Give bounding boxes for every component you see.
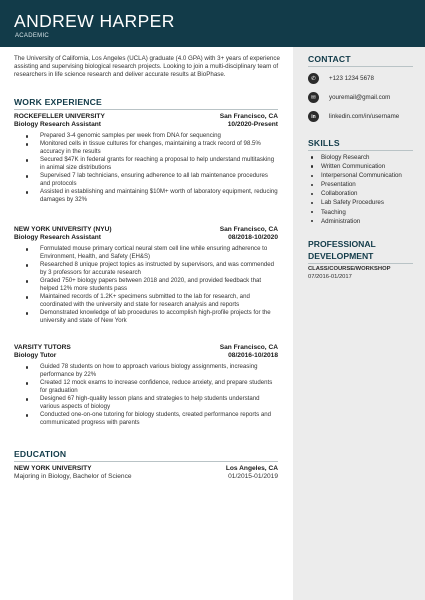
candidate-name: ANDREW HARPER <box>14 11 175 31</box>
contact-email-text: youremail@gmail.com <box>329 94 391 101</box>
education-entry <box>14 465 278 481</box>
job-entry <box>14 344 278 427</box>
job-bullet: Designed 67 high-quality lesson plans and strategies to help students understand various aspects of biology <box>14 395 278 411</box>
skill-item: Presentation <box>308 180 402 189</box>
email-icon: ✉ <box>308 92 319 103</box>
education-school: NEW YORK UNIVERSITY <box>14 465 92 472</box>
summary-text: The University of California, Los Angeles (UCLA) graduate (4.0 GPA) with 3+ years of experience assisting and supervising biological research projects. Looking to join a multi-disciplinary team of researchers in life science research and deliver accurate results at BioPhase. <box>14 55 280 78</box>
job-location: San Francisco, CA <box>219 226 278 233</box>
skill-item: Administration <box>308 217 402 226</box>
job-org: ROCKEFELLER UNIVERSITY <box>14 113 105 120</box>
candidate-role: ACADEMIC <box>15 33 50 39</box>
job-org: VARSITY TUTORS <box>14 344 71 351</box>
job-bullets <box>14 245 278 325</box>
contact-linkedin[interactable] <box>308 111 399 122</box>
job-bullet: Secured $47K in federal grants for reaching a proposal to help understand multitasking in animal size distributions <box>14 156 278 172</box>
skills-heading: SKILLS <box>308 138 340 148</box>
job-title: Biology Research Assistant <box>14 234 101 242</box>
section-divider <box>14 109 278 110</box>
contact-phone-text: +123 1234 5678 <box>329 75 374 82</box>
job-bullet: Prepared 3-4 genomic samples per week from DNA for sequencing <box>14 132 278 140</box>
contact-linkedin-text: linkedin.com/in/username <box>329 113 400 120</box>
job-title: Biology Research Assistant <box>14 121 101 129</box>
job-location: San Francisco, CA <box>219 344 278 351</box>
phone-icon: ✆ <box>308 73 319 84</box>
pd-course-title: CLASS/COURSE/WORKSHOP <box>308 266 391 272</box>
job-entry <box>14 113 278 204</box>
job-bullet: Demonstrated knowledge of lab procedures to accomplish high-profile projects for the university and state of New York <box>14 309 278 325</box>
section-divider <box>308 66 413 67</box>
skill-item: Teaching <box>308 208 402 217</box>
pd-course-dates: 07/2016-01/2017 <box>308 273 352 280</box>
job-bullet: Created 12 mock exams to increase confidence, reduce anxiety, and prepare students for graduation <box>14 379 278 395</box>
pd-heading-line: PROFESSIONAL <box>308 239 376 249</box>
main-column <box>0 47 293 600</box>
job-bullet: Graded 750+ biology papers between 2018 and 2020, and provided feedback that helped 12% more students pass <box>14 277 278 293</box>
skills-list <box>308 153 402 226</box>
contact-email[interactable] <box>308 92 390 103</box>
job-dates: 08/2016-10/2018 <box>228 352 278 360</box>
job-location: San Francisco, CA <box>219 113 278 120</box>
education-degree: Majoring in Biology, Bachelor of Science <box>14 473 132 481</box>
work-experience-heading: WORK EXPERIENCE <box>14 97 102 107</box>
section-divider <box>308 150 413 151</box>
section-divider <box>14 461 278 462</box>
contact-phone[interactable] <box>308 73 374 84</box>
job-bullet: Maintained records of 1.2K+ specimens submitted to the lab for research, and coordinated with the university and state for research analysis and reports <box>14 293 278 309</box>
contact-heading: CONTACT <box>308 54 351 64</box>
job-bullet: Supervised 7 lab technicians, ensuring adherence to all lab maintenance procedures and protocols <box>14 172 278 188</box>
job-bullet: Conducted one-on-one tutoring for biology students, created performance reports and communicated progress with parents <box>14 411 278 427</box>
education-heading: EDUCATION <box>14 449 67 459</box>
job-bullets <box>14 132 278 204</box>
job-bullet: Assisted in establishing and maintaining $10M+ worth of laboratory equipment, reducing damages by 32% <box>14 188 278 204</box>
job-bullet: Guided 78 students on how to approach various biology assignments, increasing performance by 22% <box>14 363 278 379</box>
job-bullet: Formulated mouse primary cortical neural stem cell line while ensuring adherence to Environment, Health, and Safety (EH&S) <box>14 245 278 261</box>
job-bullets <box>14 363 278 427</box>
education-location: Los Angeles, CA <box>225 465 278 472</box>
job-bullet: Monitored cells in tissue cultures for changes, maintaining a track record of 98.5% accuracy in the results <box>14 140 278 156</box>
pd-heading-line: DEVELOPMENT <box>308 250 374 261</box>
skill-item: Written Communication <box>308 162 402 171</box>
job-title: Biology Tutor <box>14 352 57 360</box>
sidebar <box>293 47 425 600</box>
job-bullet: Researched 8 unique project topics as instructed by supervisors, and was commended by 3 professors for accurate research <box>14 261 278 277</box>
professional-development-heading <box>308 239 376 262</box>
skill-item: Collaboration <box>308 189 402 198</box>
skill-item: Lab Safety Procedures <box>308 198 402 207</box>
resume-header <box>0 0 425 47</box>
job-dates: 10/2020-Present <box>227 121 278 129</box>
section-divider <box>308 263 413 264</box>
education-dates: 01/2015-01/2019 <box>228 473 278 481</box>
skill-item: Interpersonal Communication <box>308 171 402 180</box>
pd-entry <box>308 266 390 281</box>
linkedin-icon: in <box>308 111 319 122</box>
skill-item: Biology Research <box>308 153 402 162</box>
job-entry <box>14 226 278 325</box>
job-org: NEW YORK UNIVERSITY (NYU) <box>14 226 112 233</box>
job-dates: 08/2018-10/2020 <box>228 234 278 242</box>
